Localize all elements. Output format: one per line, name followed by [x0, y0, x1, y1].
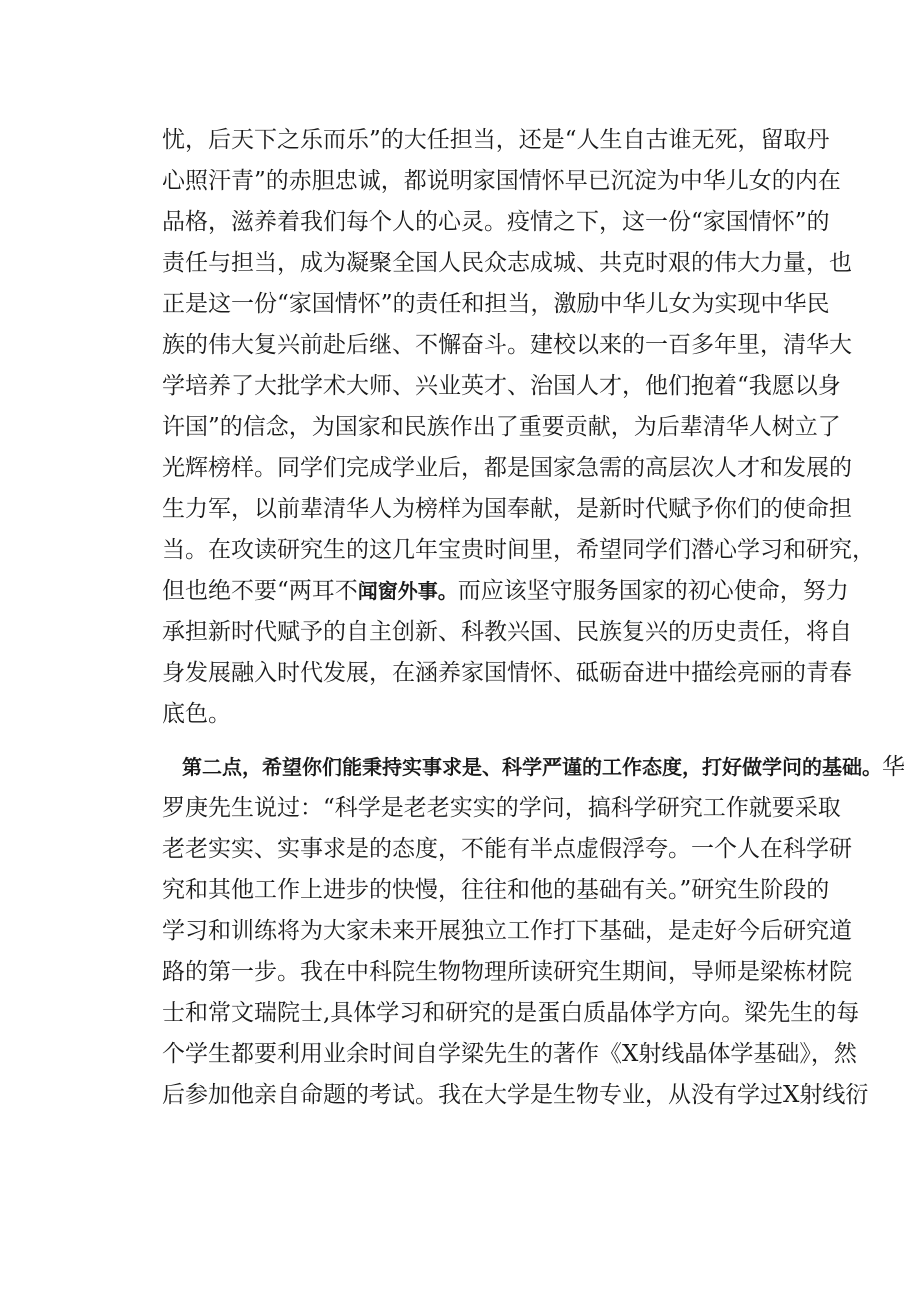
- text-line: 生力军，以前辈清华人为榜样为国奉献，是新时代赋予你们的使命担: [162, 496, 852, 522]
- text-line: 品格，滋养着我们每个人的心灵。疫情之下，这一份“家国情怀”的: [162, 209, 830, 235]
- text-line: 光辉榜样。同学们完成学业后，都是国家急需的高层次人才和发展的: [162, 455, 852, 481]
- text-line: 学培养了大批学术大师、兴业英才、治国人才，他们抱着“我愿以身: [162, 373, 841, 399]
- paragraph-heading-line: [162, 747, 905, 788]
- document-body: [162, 120, 905, 1116]
- text-line: 当。在攻读研究生的这几年宝贵时间里，希望同学们潜心学习和研究，: [162, 537, 875, 563]
- text-line-mixed: [162, 571, 849, 612]
- text-line: 身发展融入时代发展，在涵养家国情怀、砥砺奋进中描绘亮丽的青春: [162, 660, 852, 686]
- text-line: 究和其他工作上进步的快慢，往往和他的基础有关。”研究生阶段的: [162, 877, 830, 903]
- text-line: 责任与担当，成为凝聚全国人民众志成城、共克时艰的伟大力量，也: [162, 250, 852, 276]
- text-line: 罗庚先生说过：“科学是老老实实的学问，搞科学研究工作就要采取: [162, 795, 841, 821]
- text-line: 路的第一步。我在中科院生物物理所读研究生期间，导师是梁栋材院: [162, 959, 852, 985]
- paragraph-gap: [162, 735, 800, 747]
- text-line: 心照汗青”的赤胆忠诚，都说明家国情怀早已沉淀为中华儿女的内在: [162, 168, 841, 194]
- text-line: 底色。: [162, 701, 231, 727]
- text-segment-bold: 闻窗外事。: [357, 579, 458, 603]
- text-line: 老老实实、实事求是的态度，不能有半点虚假浮夸。一个人在科学研: [162, 836, 852, 862]
- text-line: 士和常文瑞院士,具体学习和研究的是蛋白质晶体学方向。梁先生的每: [162, 1000, 860, 1026]
- text-line: 族的伟大复兴前赴后继、不懈奋斗。建校以来的一百多年里，清华大: [162, 332, 852, 358]
- text-segment: 华: [882, 754, 905, 780]
- text-line: 后参加他亲自命题的考试。我在大学是生物专业，从没有学过X射线衍: [162, 1082, 869, 1108]
- text-segment: 但也绝不要“两耳不: [162, 578, 358, 604]
- text-line: 许国”的信念，为国家和民族作出了重要贡献，为后辈清华人树立了: [162, 414, 841, 440]
- text-line: 忧，后天下之乐而乐”的大任担当，还是“人生自古谁无死，留取丹: [162, 127, 830, 153]
- text-line: 学习和训练将为大家未来开展独立工作打下基础，是走好今后研究道: [162, 918, 852, 944]
- text-line: 承担新时代赋予的自主创新、科教兴国、民族复兴的历史责任，将自: [162, 619, 852, 645]
- text-segment: 而应该坚守服务国家的初心使命，努力: [457, 578, 849, 604]
- paragraph-heading: 第二点，希望你们能秉持实事求是、科学严谨的工作态度，打好做学问的基础。: [182, 755, 882, 779]
- text-line: 正是这一份“家国情怀”的责任和担当，激励中华儿女为实现中华民: [162, 291, 830, 317]
- text-line: 个学生都要利用业余时间自学梁先生的著作《X射线晶体学基础》，然: [162, 1041, 857, 1067]
